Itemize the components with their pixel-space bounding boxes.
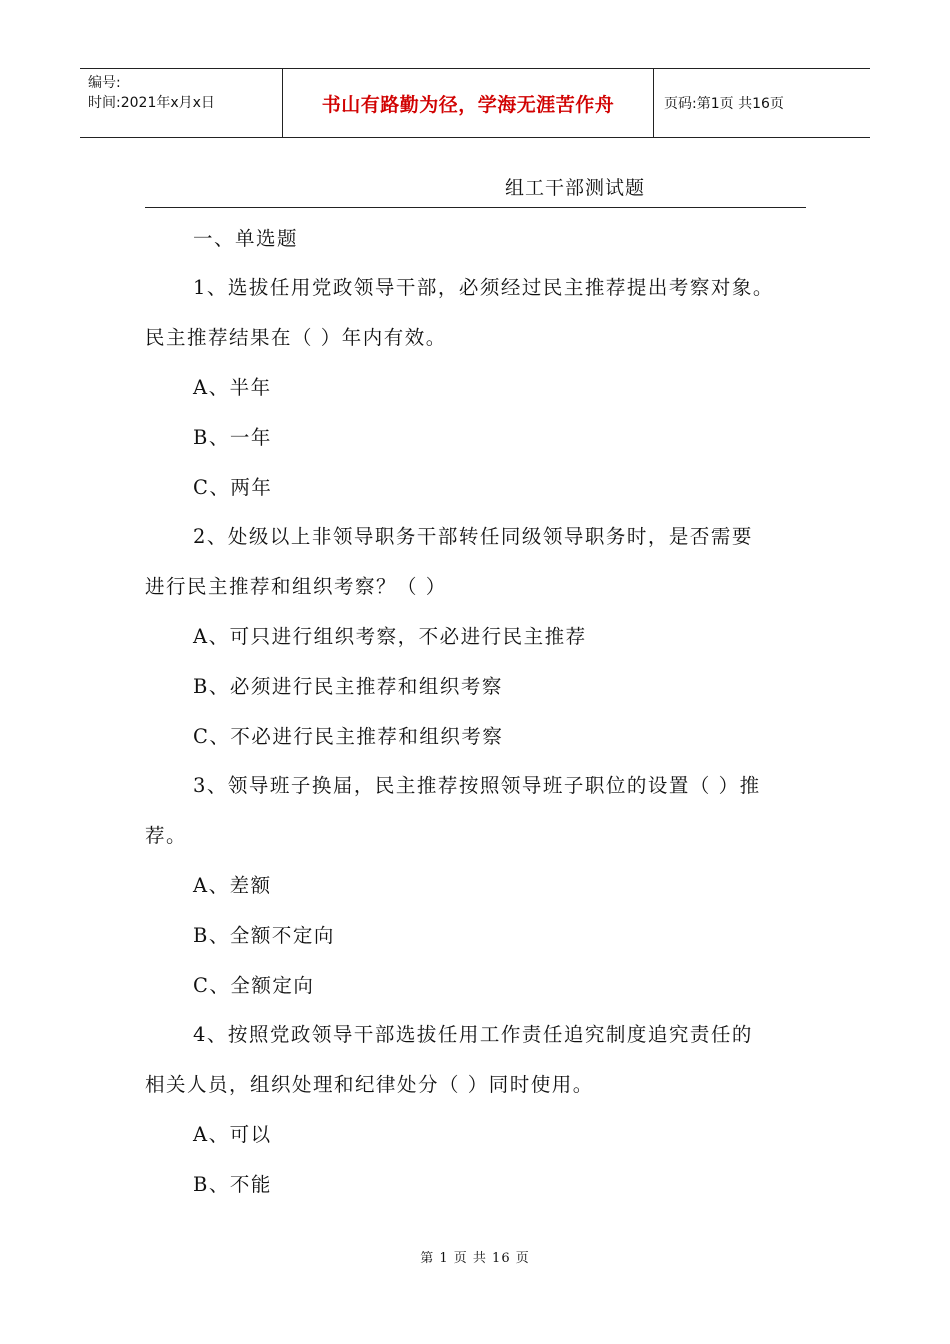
page-footer: 第 1 页 共 16 页 (420, 1251, 530, 1266)
question-2-option-b: B、必须进行民主推荐和组织考察 (193, 675, 503, 698)
page-info-text: 页码:第1页 共16页 (664, 96, 784, 112)
question-4-option-a: A、可以 (193, 1123, 272, 1146)
motto-text: 书山有路勤为径，学海无涯苦作舟 (321, 93, 615, 116)
question-2-text: 2、处级以上非领导职务干部转任同级领导职务时，是否需要 (193, 525, 753, 548)
question-2-option-c: C、不必进行民主推荐和组织考察 (193, 725, 504, 748)
title-rule (145, 207, 806, 208)
serial-label: 编号: (88, 75, 121, 91)
question-4-text-cont: 相关人员，组织处理和纪律处分（ ）同时使用。 (145, 1073, 594, 1096)
question-1-option-b: B、一年 (193, 426, 272, 449)
question-2-text-cont: 进行民主推荐和组织考察？（ ） (145, 575, 447, 598)
question-1-option-a: A、半年 (193, 376, 272, 399)
document-title: 组工干部测试题 (504, 177, 645, 199)
question-1-option-c: C、两年 (193, 476, 273, 499)
header-motto-cell (282, 69, 654, 137)
question-3-option-a: A、差额 (193, 874, 272, 897)
header-meta (80, 69, 282, 137)
question-3-text: 3、领导班子换届，民主推荐按照领导班子职位的设置（ ）推 (193, 774, 761, 797)
header-page-info (654, 69, 870, 137)
question-4-text: 4、按照党政领导干部选拔任用工作责任追究制度追究责任的 (193, 1023, 753, 1046)
question-3-text-cont: 荐。 (145, 824, 188, 847)
question-3-option-c: C、全额定向 (193, 974, 315, 997)
question-4-option-b: B、不能 (193, 1173, 272, 1196)
question-3-option-b: B、全额不定向 (193, 924, 335, 947)
question-1-text: 1、选拔任用党政领导干部，必须经过民主推荐提出考察对象。 (193, 276, 774, 299)
question-1-text-cont: 民主推荐结果在（ ）年内有效。 (145, 326, 447, 349)
page-header (80, 68, 870, 138)
question-2-option-a: A、可只进行组织考察，不必进行民主推荐 (193, 625, 587, 648)
section-heading: 一、单选题 (193, 227, 299, 250)
time-label: 时间:2021年x月x日 (88, 95, 215, 111)
